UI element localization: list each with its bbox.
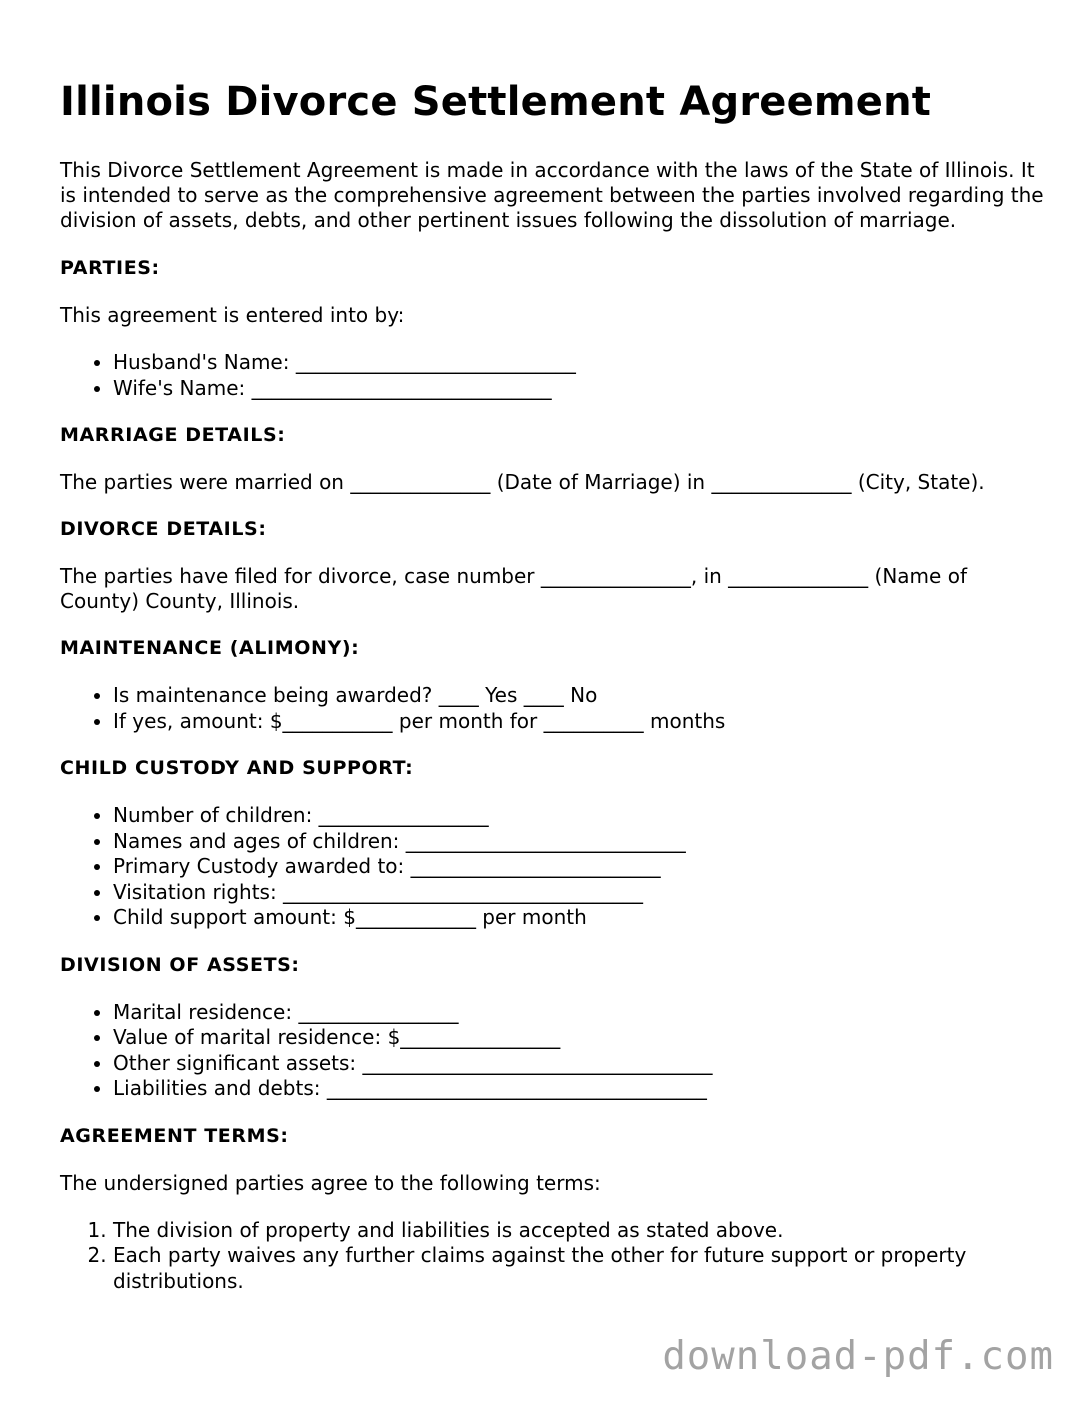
list-item: 2. Each party waives any further claims against the other for future support or property distributions. bbox=[113, 1243, 1050, 1294]
intro-paragraph: This Divorce Settlement Agreement is made in accordance with the laws of the State of Illinois. It is intended to serve as the comprehensive agreement between the parties involved regarding the division of assets, debts, and other pertinent issues following the dissolution of marriage. bbox=[60, 158, 1044, 232]
custody-list bbox=[60, 803, 1050, 931]
divorce-paragraph: The parties have filed for divorce, case number _______________, in ______________ (Name of County) County, Illinois. bbox=[60, 564, 967, 613]
assets-heading: DIVISION OF ASSETS: bbox=[60, 953, 300, 976]
list-item: • Names and ages of children: ____________________________ bbox=[113, 829, 1050, 855]
document-page bbox=[60, 78, 1050, 1316]
assets-list bbox=[60, 1000, 1050, 1102]
list-item: • Wife's Name: ______________________________ bbox=[113, 376, 1050, 402]
maintenance-list bbox=[60, 683, 1050, 734]
list-item: • Number of children: _________________ bbox=[113, 803, 1050, 829]
list-item: • Husband's Name: ____________________________ bbox=[113, 350, 1050, 376]
list-item: • Liabilities and debts: ______________________________________ bbox=[113, 1076, 1050, 1102]
parties-heading: PARTIES: bbox=[60, 257, 160, 279]
list-item: • Primary Custody awarded to: _________________________ bbox=[113, 854, 1050, 880]
terms-heading: AGREEMENT TERMS: bbox=[60, 1124, 289, 1147]
list-item: 1. The division of property and liabilities is accepted as stated above. bbox=[113, 1218, 1050, 1244]
list-item: • Is maintenance being awarded? ____ Yes ____ No bbox=[113, 683, 1050, 709]
list-item: • Other significant assets: ___________________________________ bbox=[113, 1051, 1050, 1077]
divorce-heading: DIVORCE DETAILS: bbox=[60, 518, 267, 540]
document-title: Illinois Divorce Settlement Agreement bbox=[60, 79, 932, 125]
watermark-text: download-pdf.com bbox=[662, 1334, 1054, 1379]
terms-lead: The undersigned parties agree to the following terms: bbox=[60, 1170, 601, 1195]
list-item: • Value of marital residence: $________________ bbox=[113, 1025, 1050, 1051]
list-item: • Visitation rights: ____________________________________ bbox=[113, 880, 1050, 906]
list-item: • If yes, amount: $___________ per month for __________ months bbox=[113, 709, 1050, 735]
parties-list bbox=[60, 350, 1050, 401]
marriage-heading: MARRIAGE DETAILS: bbox=[60, 424, 286, 446]
terms-list bbox=[60, 1218, 1050, 1295]
list-item: • Marital residence: ________________ bbox=[113, 1000, 1050, 1026]
custody-heading: CHILD CUSTODY AND SUPPORT: bbox=[60, 757, 414, 779]
parties-lead: This agreement is entered into by: bbox=[60, 303, 405, 327]
marriage-paragraph: The parties were married on ______________ (Date of Marriage) in ______________ (City, State). bbox=[60, 470, 985, 494]
maintenance-heading: MAINTENANCE (ALIMONY): bbox=[60, 637, 360, 659]
list-item: • Child support amount: $____________ per month bbox=[113, 905, 1050, 931]
